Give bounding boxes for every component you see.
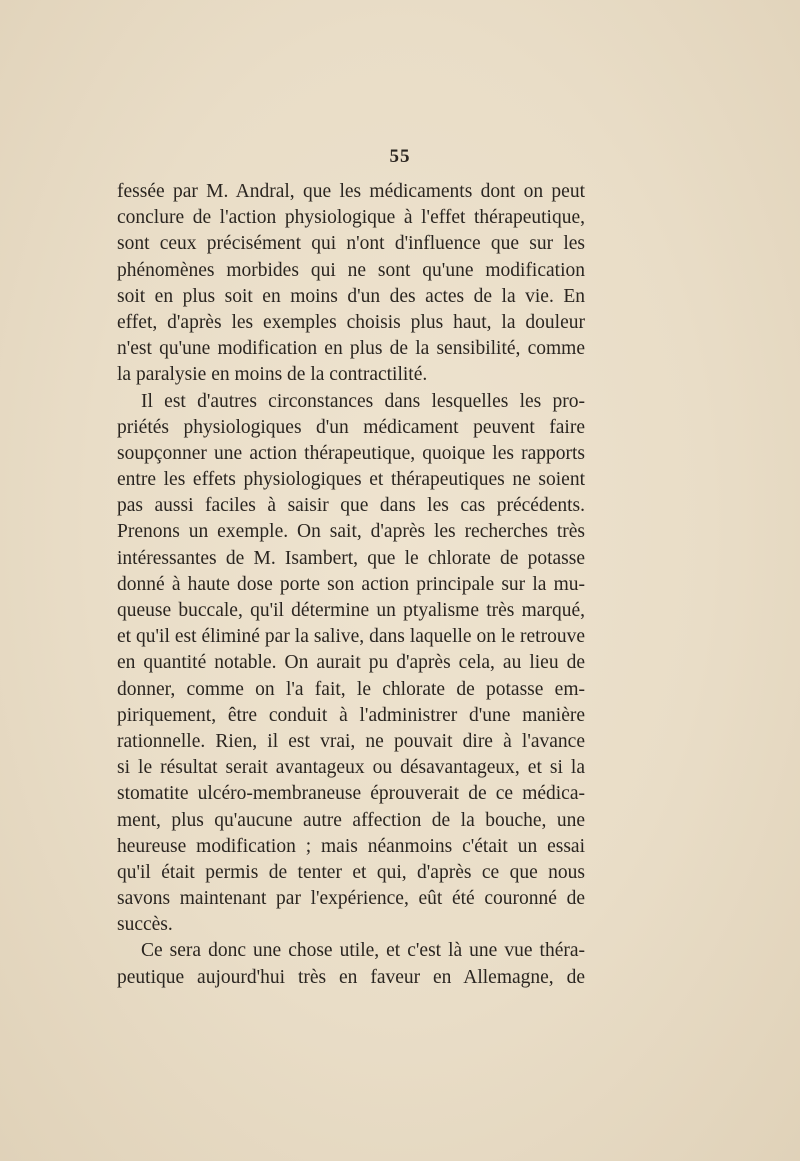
text-line: donné à haute dose porte son action principale sur la mu- xyxy=(117,573,585,595)
text-line: conclure de l'action physiologique à l'effet thérapeutique, xyxy=(117,207,585,229)
text-line: piriquement, être conduit à l'administrer d'une manière xyxy=(117,704,585,726)
body-text xyxy=(117,179,585,991)
text-line: pas aussi faciles à saisir que dans les cas précédents. xyxy=(117,495,585,517)
text-line: peutique aujourd'hui très en faveur en Allemagne, de xyxy=(117,966,585,988)
text-line: effet, d'après les exemples choisis plus haut, la douleur xyxy=(117,311,585,333)
text-line: rationnelle. Rien, il est vrai, ne pouvait dire à l'avance xyxy=(117,730,585,752)
text-line: heureuse modification ; mais néanmoins c'était un essai xyxy=(117,835,585,857)
text-line: phénomènes morbides qui ne sont qu'une modification xyxy=(117,259,585,281)
text-line: savons maintenant par l'expérience, eût été couronné de xyxy=(117,888,585,910)
text-line: Ce sera donc une chose utile, et c'est là une vue théra- xyxy=(141,940,585,962)
text-line: entre les effets physiologiques et thérapeutiques ne soient xyxy=(117,469,585,491)
text-line: en quantité notable. On aurait pu d'après cela, au lieu de xyxy=(117,652,585,674)
text-line: Il est d'autres circonstances dans lesquelles les pro- xyxy=(141,390,585,412)
text-line: sont ceux précisément qui n'ont d'influence que sur les xyxy=(117,233,585,255)
text-line: et qu'il est éliminé par la salive, dans laquelle on le retrouve xyxy=(117,626,585,648)
text-line: n'est qu'une modification en plus de la sensibilité, comme xyxy=(117,338,585,360)
text-line: succès. xyxy=(117,914,173,936)
text-line: intéressantes de M. Isambert, que le chlorate de potasse xyxy=(117,547,585,569)
text-line: ment, plus qu'aucune autre affection de la bouche, une xyxy=(117,809,585,831)
text-line: donner, comme on l'a fait, le chlorate de potasse em- xyxy=(117,678,585,700)
text-line: fessée par M. Andral, que les médicaments dont on peut xyxy=(117,181,585,202)
text-line: si le résultat serait avantageux ou désavantageux, et si la xyxy=(117,757,585,779)
text-line: queuse buccale, qu'il détermine un ptyalisme très marqué, xyxy=(117,600,585,621)
text-line: Prenons un exemple. On sait, d'après les recherches très xyxy=(117,521,585,543)
text-line: la paralysie en moins de la contractilité. xyxy=(117,364,428,386)
text-line: soupçonner une action thérapeutique, quoique les rapports xyxy=(117,442,585,464)
text-line: qu'il était permis de tenter et qui, d'après ce que nous xyxy=(117,861,585,883)
text-line: soit en plus soit en moins d'un des actes de la vie. En xyxy=(117,285,585,307)
text-line: stomatite ulcéro-membraneuse éprouverait de ce médica- xyxy=(117,783,585,805)
text-line: priétés physiologiques d'un médicament peuvent faire xyxy=(117,416,585,438)
page-number: 55 xyxy=(389,146,411,167)
